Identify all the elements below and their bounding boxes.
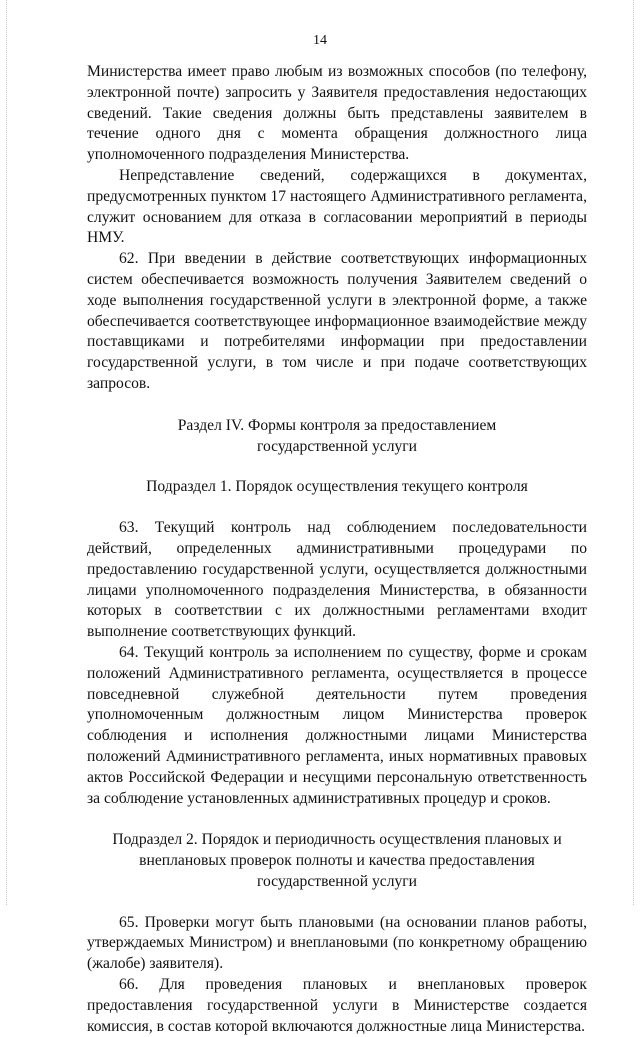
section-title-line-2: государственной услуги (256, 437, 418, 455)
paragraph-nonsubmission: Непредставление сведений, содержащихся в документах, предусмотренных пунктом 17 настоящего Административного регламента, служит основанием для отказа в согласовании мероприятий в периоды НМУ. (87, 166, 587, 247)
paragraph-63: 63. Текущий контроль над соблюдением последовательности действий, определенных административными процедурами по предоставлению государственной услуги, осуществляется должностными лицами уполномоченного подразделения Министерства, в обязанности которых в соответствии с их должностными регламентами входит выполнение соответствующих функций. (87, 519, 587, 641)
subsection-2-title-line-2: внеплановых проверок полноты и качества предоставления (139, 852, 535, 870)
subsection-1-body (87, 518, 587, 809)
paragraph-continuation: Министерства имеет право любым из возможных способов (по телефону, электронной почте) запросить у Заявителя предоставления недостающих сведений. Такие сведения должны быть представлены заявителем в течение одного дня с момента обращения должностного лица уполномоченного подразделения Министерства. (87, 63, 587, 164)
paragraph-62: 62. При введении в действие соответствующих информационных систем обеспечивается возможность получения Заявителем сведений о ходе выполнения государственной услуги в электронной форме, а также обеспечивается соответствующее информационное взаимодействие между поставщиками и потребителями информации при предоставлении государственной услуги, в том числе и при подаче соответствующих запросов. (87, 250, 587, 392)
paragraph-64: 64. Текущий контроль за исполнением по существу, форме и срокам положений Административного регламента, осуществляется в процессе повседневной служебной деятельности путем проведения уполномоченным должностным лицом Министерства проверок соблюдения и исполнения должностными лицами Министерства положений Административного регламента, иных нормативных правовых актов Российской Федерации и несущими персональную ответственность за соблюдение установленных административных процедур и сроков. (87, 643, 587, 807)
scan-edge-right (633, 0, 634, 905)
subsection-2-title-line-3: государственной услуги (256, 872, 418, 890)
paragraph-65: 65. Проверки могут быть плановыми (на основании планов работы, утверждаемых Министром) и внеплановыми (по конкретному обращению (жалобе) заявителя). (87, 913, 587, 973)
paragraph-66: 66. Для проведения плановых и внеплановых проверок предоставления государственной услуги в Министерстве создается комиссия, в состав которой включаются должностные лица Министерства. (87, 976, 587, 1035)
section-heading (87, 416, 587, 458)
page-number: 14 (313, 33, 327, 48)
subsection-1-title: Подраздел 1. Порядок осуществления текущего контроля (146, 478, 528, 496)
scan-edge-left (6, 0, 7, 905)
subsection-2-title-line-1: Подраздел 2. Порядок и периодичность осуществления плановых и (112, 831, 562, 849)
subsection-2-heading (87, 830, 587, 892)
document-body (87, 62, 587, 1037)
subsection-2-body (87, 913, 587, 1037)
section-title-line-1: Раздел IV. Формы контроля за предоставлением (177, 416, 497, 434)
